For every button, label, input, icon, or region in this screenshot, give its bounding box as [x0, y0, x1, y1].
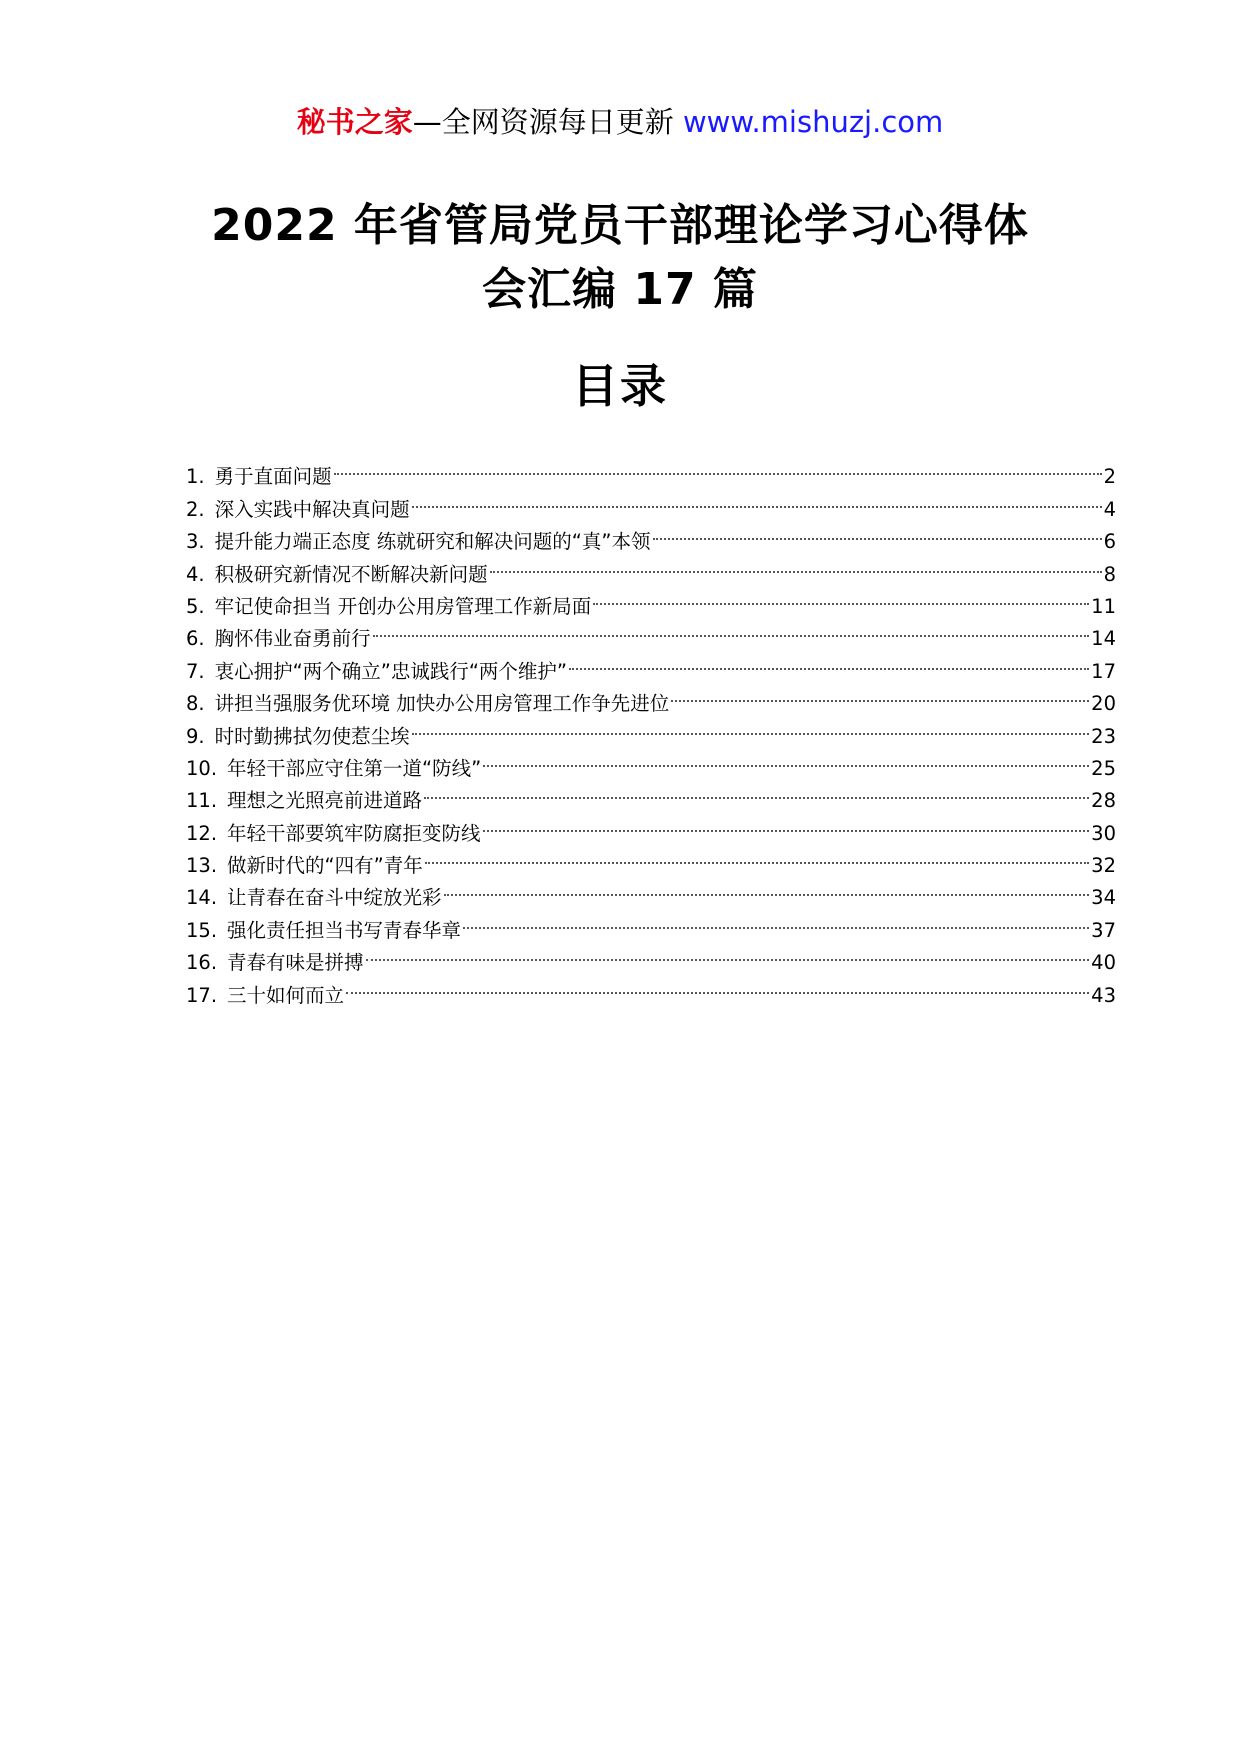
toc-entry-title: 年轻干部要筑牢防腐拒变防线 — [227, 821, 481, 845]
toc-entry-page-number: 11 — [1091, 594, 1116, 618]
toc-entry-title: 理想之光照亮前进道路 — [227, 789, 423, 813]
toc-entry-title: 时时勤拂拭勿使惹尘埃 — [214, 724, 410, 748]
toc-entry-page-number: 28 — [1091, 789, 1116, 813]
toc-heading: 目录 — [572, 359, 668, 413]
toc-entry-page-number: 30 — [1091, 821, 1116, 845]
toc-dot-leader — [424, 775, 1089, 807]
toc-dot-leader — [483, 743, 1089, 775]
toc-entry-title: 年轻干部应守住第一道“防线” — [227, 756, 482, 780]
toc-entry-page-number: 2 — [1103, 465, 1116, 489]
table-of-contents — [186, 451, 1116, 1007]
brand-name: 秘书之家 — [296, 105, 413, 139]
toc-entry-page-number: 37 — [1091, 918, 1116, 942]
toc-dot-leader — [653, 516, 1102, 548]
toc-entry-number: 10. — [186, 756, 218, 780]
toc-entry-number: 5. — [186, 594, 205, 618]
toc-dot-leader — [334, 451, 1102, 483]
toc-dot-leader — [346, 969, 1089, 1001]
toc-dot-leader — [444, 872, 1090, 904]
document-title-line-1: 2022 年省管局党员干部理论学习心得体 — [211, 200, 1029, 251]
toc-entry-page-number: 25 — [1091, 756, 1116, 780]
toc-entry-page-number: 6 — [1103, 530, 1116, 554]
toc-entry[interactable] — [186, 451, 1116, 489]
toc-entry-title: 讲担当强服务优环境 加快办公用房管理工作争先进位 — [214, 692, 670, 716]
toc-dot-leader — [373, 613, 1090, 645]
toc-entry-number: 6. — [186, 627, 205, 651]
toc-entry-page-number: 32 — [1091, 854, 1116, 878]
toc-entry-page-number: 23 — [1091, 724, 1116, 748]
toc-entry-number: 1. — [186, 465, 205, 489]
toc-entry-page-number: 4 — [1103, 497, 1116, 521]
toc-entry-number: 13. — [186, 854, 218, 878]
toc-entry-title: 做新时代的“四有”青年 — [227, 854, 423, 878]
toc-dot-leader — [463, 904, 1089, 936]
toc-dot-leader — [483, 807, 1090, 839]
toc-entry-number: 2. — [186, 497, 205, 521]
toc-entry-page-number: 8 — [1103, 562, 1116, 586]
toc-entry-number: 7. — [186, 659, 205, 683]
toc-dot-leader — [412, 710, 1090, 742]
toc-entry-title: 勇于直面问题 — [214, 465, 332, 489]
toc-entry-title: 青春有味是拼搏 — [227, 951, 364, 975]
toc-entry-page-number: 40 — [1091, 951, 1116, 975]
toc-entry-page-number: 17 — [1091, 659, 1116, 683]
toc-entry-page-number: 14 — [1091, 627, 1116, 651]
toc-dot-leader — [593, 581, 1089, 613]
toc-entry-number: 3. — [186, 530, 205, 554]
toc-entry-title: 三十如何而立 — [227, 983, 345, 1007]
toc-entry-title: 让青春在奋斗中绽放光彩 — [227, 886, 442, 910]
toc-entry-number: 16. — [186, 951, 218, 975]
toc-entry-title: 提升能力端正态度 练就研究和解决问题的“真”本领 — [214, 530, 651, 554]
toc-entry-number: 8. — [186, 692, 205, 716]
toc-dot-leader — [490, 548, 1102, 580]
toc-dot-leader — [671, 678, 1089, 710]
toc-entry-number: 9. — [186, 724, 205, 748]
toc-dot-leader — [569, 645, 1089, 677]
toc-entry-title: 强化责任担当书写青春华章 — [227, 918, 462, 942]
toc-entry-page-number: 43 — [1091, 983, 1116, 1007]
site-header — [0, 102, 1240, 142]
toc-entry-title: 牢记使命担当 开创办公用房管理工作新局面 — [214, 594, 592, 618]
toc-entry-page-number: 34 — [1091, 886, 1116, 910]
site-url[interactable]: www.mishuzj.com — [682, 105, 944, 139]
toc-entry-number: 12. — [186, 821, 218, 845]
toc-dot-leader — [366, 937, 1090, 969]
toc-entry-number: 17. — [186, 983, 218, 1007]
toc-entry-number: 4. — [186, 562, 205, 586]
toc-dot-leader — [412, 483, 1102, 515]
toc-entry-title: 胸怀伟业奋勇前行 — [214, 627, 371, 651]
toc-entry-number: 11. — [186, 789, 218, 813]
toc-entry-title: 深入实践中解决真问题 — [214, 497, 410, 521]
toc-entry-title: 衷心拥护“两个确立”忠诚践行“两个维护” — [214, 659, 568, 683]
toc-entry-number: 14. — [186, 886, 218, 910]
header-slogan: —全网资源每日更新 — [412, 105, 683, 139]
toc-dot-leader — [425, 840, 1089, 872]
toc-entry-title: 积极研究新情况不断解决新问题 — [214, 562, 488, 586]
toc-entry-number: 15. — [186, 918, 218, 942]
toc-entry-page-number: 20 — [1091, 692, 1116, 716]
document-title-line-2: 会汇编 17 篇 — [482, 264, 758, 315]
